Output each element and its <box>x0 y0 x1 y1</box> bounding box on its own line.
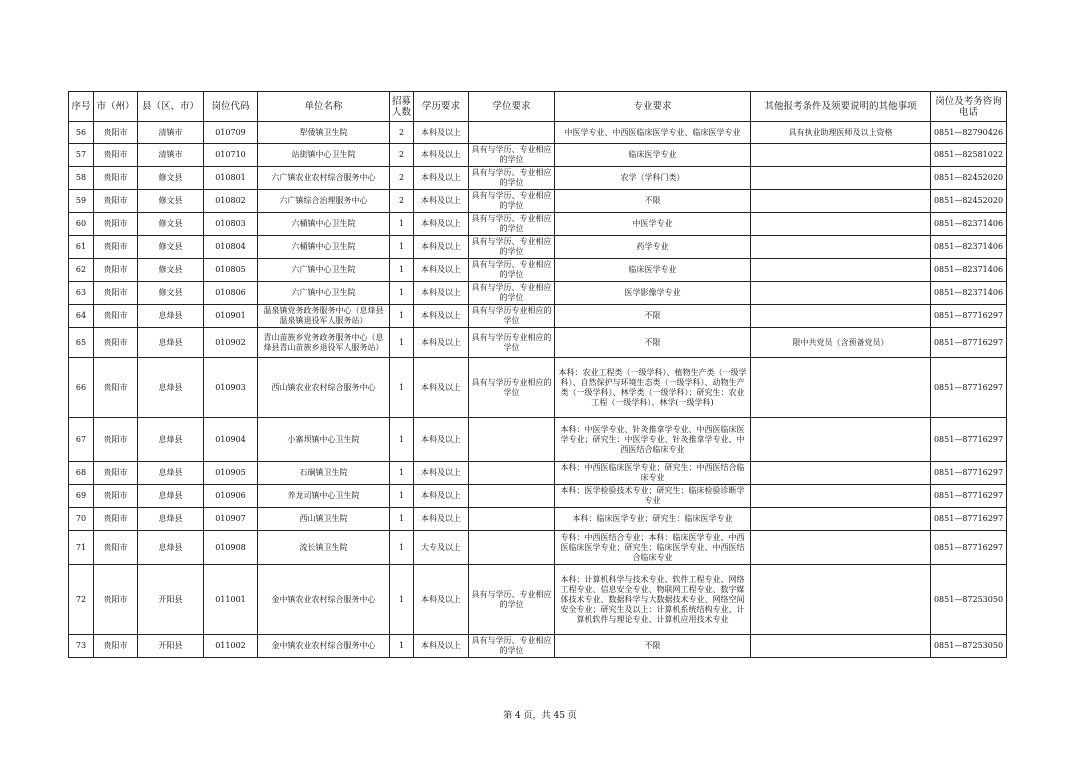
table-row <box>69 213 1007 236</box>
table-cell: 贵阳市 <box>94 213 138 236</box>
table-cell: 息烽县 <box>138 531 204 565</box>
table-cell: 64 <box>69 305 94 328</box>
table-cell: 农学（学科门类） <box>555 167 751 190</box>
table-cell: 六广镇综合治理服务中心 <box>258 190 390 213</box>
table-cell: 010806 <box>204 282 258 305</box>
table-cell: 本科及以上 <box>414 144 469 167</box>
table-cell: 1 <box>390 305 414 328</box>
table-cell: 010710 <box>204 144 258 167</box>
table-cell: 西山镇卫生院 <box>258 508 390 531</box>
table-cell: 010905 <box>204 462 258 485</box>
table-cell: 1 <box>390 531 414 565</box>
table-cell: 具有与学历、专业相应的学位 <box>469 282 555 305</box>
table-cell: 65 <box>69 328 94 358</box>
table-cell: 0851—87716297 <box>931 531 1007 565</box>
recruitment-table <box>68 91 1007 658</box>
table-cell: 1 <box>390 462 414 485</box>
table-row <box>69 259 1007 282</box>
table-cell <box>469 508 555 531</box>
table-cell: 1 <box>390 282 414 305</box>
table-cell: 63 <box>69 282 94 305</box>
table-cell: 1 <box>390 358 414 418</box>
table-cell: 0851—87716297 <box>931 328 1007 358</box>
table-header-row <box>69 92 1007 122</box>
table-cell: 67 <box>69 418 94 462</box>
table-cell: 息烽县 <box>138 418 204 462</box>
table-cell: 息烽县 <box>138 328 204 358</box>
table-cell: 息烽县 <box>138 485 204 508</box>
table-cell: 010901 <box>204 305 258 328</box>
table-cell: 药学专业 <box>555 236 751 259</box>
header-cell: 岗位及考务咨询电话 <box>931 92 1007 122</box>
table-cell: 本科：农业工程类（一级学科）、植物生产类（一级学科）、自然保护与环境生态类（一级学科）、动物生产类（一级学科）、林学类（一级学科）；研究生：农业工程（一级学科）、林学(一级学科) <box>555 358 751 418</box>
table-cell: 修文县 <box>138 190 204 213</box>
table-cell: 养龙司镇中心卫生院 <box>258 485 390 508</box>
table-cell: 本科及以上 <box>414 236 469 259</box>
table-cell: 本科及以上 <box>414 213 469 236</box>
table-row <box>69 305 1007 328</box>
table-cell: 本科及以上 <box>414 305 469 328</box>
table-row <box>69 144 1007 167</box>
table-cell: 68 <box>69 462 94 485</box>
table-cell: 贵阳市 <box>94 282 138 305</box>
table-cell: 1 <box>390 236 414 259</box>
table-cell: 温泉镇党务政务服务中心（息烽县温泉镇退役军人服务站） <box>258 305 390 328</box>
table-cell: 010804 <box>204 236 258 259</box>
table-cell <box>751 531 931 565</box>
table-cell: 本科：临床医学专业；研究生：临床医学专业 <box>555 508 751 531</box>
table-cell: 开阳县 <box>138 635 204 658</box>
table-cell <box>751 259 931 282</box>
table-cell: 60 <box>69 213 94 236</box>
table-cell <box>751 305 931 328</box>
table-cell: 贵阳市 <box>94 305 138 328</box>
table-cell <box>469 462 555 485</box>
table-cell: 息烽县 <box>138 462 204 485</box>
table-cell <box>469 485 555 508</box>
table-cell: 2 <box>390 144 414 167</box>
table-cell <box>751 144 931 167</box>
table-cell <box>751 190 931 213</box>
table-cell: 不限 <box>555 190 751 213</box>
table-cell: 0851—87716297 <box>931 485 1007 508</box>
table-cell: 临床医学专业 <box>555 259 751 282</box>
table-cell <box>751 358 931 418</box>
table-cell <box>751 462 931 485</box>
table-cell: 息烽县 <box>138 508 204 531</box>
table-cell: 六桶镇中心卫生院 <box>258 213 390 236</box>
table-cell: 不限 <box>555 305 751 328</box>
table-cell: 010803 <box>204 213 258 236</box>
table-row <box>69 565 1007 635</box>
table-cell <box>751 213 931 236</box>
table-cell: 1 <box>390 635 414 658</box>
header-cell: 学历要求 <box>414 92 469 122</box>
table-cell: 六广镇农业农村综合服务中心 <box>258 167 390 190</box>
table-cell: 本科及以上 <box>414 635 469 658</box>
table-cell: 61 <box>69 236 94 259</box>
table-row <box>69 485 1007 508</box>
table-cell: 0851—82371406 <box>931 259 1007 282</box>
header-cell: 其他报考条件及须要说明的其他事项 <box>751 92 931 122</box>
table-cell: 贵阳市 <box>94 358 138 418</box>
table-cell <box>469 122 555 144</box>
table-cell: 本科：中医学专业、针灸推拿学专业、中西医临床医学专业；研究生：中医学专业、针灸推拿学专业、中西医结合临床专业 <box>555 418 751 462</box>
table-row <box>69 418 1007 462</box>
table-cell: 本科及以上 <box>414 167 469 190</box>
table-cell: 具有与学历专业相应的学位 <box>469 305 555 328</box>
table-cell: 小寨坝镇中心卫生院 <box>258 418 390 462</box>
table-cell: 2 <box>390 167 414 190</box>
table-cell: 1 <box>390 213 414 236</box>
table-row <box>69 635 1007 658</box>
table-cell <box>751 236 931 259</box>
table-cell: 本科及以上 <box>414 462 469 485</box>
header-cell: 学位要求 <box>469 92 555 122</box>
table-row <box>69 462 1007 485</box>
table-cell: 010709 <box>204 122 258 144</box>
table-cell <box>751 508 931 531</box>
table-cell: 0851—82790426 <box>931 122 1007 144</box>
table-cell: 大专及以上 <box>414 531 469 565</box>
table-cell: 本科及以上 <box>414 190 469 213</box>
table-row <box>69 531 1007 565</box>
table-row <box>69 167 1007 190</box>
table-row <box>69 508 1007 531</box>
table-cell: 流长镇卫生院 <box>258 531 390 565</box>
table-cell: 息烽县 <box>138 305 204 328</box>
table-cell <box>469 531 555 565</box>
table-cell: 0851—87716297 <box>931 462 1007 485</box>
table-cell: 中医学专业、中西医临床医学专业、临床医学专业 <box>555 122 751 144</box>
table-cell: 不限 <box>555 635 751 658</box>
table-cell <box>751 282 931 305</box>
table-cell: 010906 <box>204 485 258 508</box>
table-cell: 具有与学历、专业相应的学位 <box>469 259 555 282</box>
table-cell: 具有与学历专业相应的学位 <box>469 358 555 418</box>
page-footer: 第 4 页，共 45 页 <box>503 711 577 721</box>
table-cell: 具有与学历、专业相应的学位 <box>469 213 555 236</box>
header-cell: 岗位代码 <box>204 92 258 122</box>
table-cell: 清镇市 <box>138 122 204 144</box>
table-cell: 1 <box>390 418 414 462</box>
header-cell: 县（区、市） <box>138 92 204 122</box>
table-cell: 71 <box>69 531 94 565</box>
table-cell: 西山镇农业农村综合服务中心 <box>258 358 390 418</box>
header-cell: 招募人数 <box>390 92 414 122</box>
table-cell: 清镇市 <box>138 144 204 167</box>
table-cell: 本科及以上 <box>414 122 469 144</box>
table-cell: 0851—82581022 <box>931 144 1007 167</box>
table-cell: 贵阳市 <box>94 635 138 658</box>
table-cell: 0851—87716297 <box>931 508 1007 531</box>
table-cell: 0851—82371406 <box>931 282 1007 305</box>
table-cell <box>751 167 931 190</box>
table-cell: 011001 <box>204 565 258 635</box>
table-cell: 具有与学历、专业相应的学位 <box>469 167 555 190</box>
header-cell: 序号 <box>69 92 94 122</box>
table-cell: 贵阳市 <box>94 418 138 462</box>
table-cell: 69 <box>69 485 94 508</box>
header-cell: 专业要求 <box>555 92 751 122</box>
table-cell <box>751 635 931 658</box>
table-cell: 具有与学历、专业相应的学位 <box>469 236 555 259</box>
table-cell: 2 <box>390 190 414 213</box>
table-cell: 贵阳市 <box>94 190 138 213</box>
table-cell: 1 <box>390 508 414 531</box>
table-cell: 本科及以上 <box>414 282 469 305</box>
table-cell: 专科：中西医结合专业；本科：临床医学专业、中西医临床医学专业；研究生：临床医学专业、中西医结合临床专业 <box>555 531 751 565</box>
table-cell: 医学影像学专业 <box>555 282 751 305</box>
table-cell: 0851—87716297 <box>931 358 1007 418</box>
table-cell: 本科及以上 <box>414 418 469 462</box>
table-cell: 修文县 <box>138 236 204 259</box>
table-cell: 010801 <box>204 167 258 190</box>
table-cell: 金中镇农业农村综合服务中心 <box>258 565 390 635</box>
table-cell: 本科及以上 <box>414 358 469 418</box>
table-cell: 010904 <box>204 418 258 462</box>
table-cell: 010802 <box>204 190 258 213</box>
table-cell: 010908 <box>204 531 258 565</box>
table-cell: 金中镇农业农村综合服务中心 <box>258 635 390 658</box>
table-cell: 本科及以上 <box>414 259 469 282</box>
table-cell: 56 <box>69 122 94 144</box>
table-cell: 犁倭镇卫生院 <box>258 122 390 144</box>
table-cell: 本科及以上 <box>414 508 469 531</box>
table-cell: 0851—87716297 <box>931 305 1007 328</box>
table-cell: 59 <box>69 190 94 213</box>
table-cell: 贵阳市 <box>94 328 138 358</box>
table-cell: 0851—87253050 <box>931 635 1007 658</box>
table-cell: 具有与学历、专业相应的学位 <box>469 635 555 658</box>
table-cell: 62 <box>69 259 94 282</box>
table-cell: 2 <box>390 122 414 144</box>
table-cell: 1 <box>390 485 414 508</box>
table-cell: 本科：中西医临床医学专业；研究生：中西医结合临床专业 <box>555 462 751 485</box>
table-cell: 0851—82452020 <box>931 167 1007 190</box>
table-row <box>69 190 1007 213</box>
table-cell: 010902 <box>204 328 258 358</box>
table-cell: 开阳县 <box>138 565 204 635</box>
table-cell: 本科及以上 <box>414 328 469 358</box>
table-cell <box>751 418 931 462</box>
table-cell <box>469 418 555 462</box>
table-cell: 本科及以上 <box>414 565 469 635</box>
table-cell: 具有与学历、专业相应的学位 <box>469 190 555 213</box>
table-cell: 贵阳市 <box>94 236 138 259</box>
table-cell: 限中共党员（含预备党员） <box>751 328 931 358</box>
table-cell: 具有执业助理医师及以上资格 <box>751 122 931 144</box>
table-cell: 贵阳市 <box>94 144 138 167</box>
table-cell: 修文县 <box>138 213 204 236</box>
table-cell: 010907 <box>204 508 258 531</box>
table-cell: 本科：医学检验技术专业；研究生：临床检验诊断学专业 <box>555 485 751 508</box>
table-row <box>69 282 1007 305</box>
table-cell <box>751 485 931 508</box>
table-cell: 六广镇中心卫生院 <box>258 259 390 282</box>
table-cell: 0851—82371406 <box>931 236 1007 259</box>
table-cell: 贵阳市 <box>94 167 138 190</box>
table-cell: 70 <box>69 508 94 531</box>
table-cell: 贵阳市 <box>94 531 138 565</box>
table-cell: 011002 <box>204 635 258 658</box>
table-cell: 修文县 <box>138 259 204 282</box>
table-cell: 修文县 <box>138 167 204 190</box>
table-row <box>69 236 1007 259</box>
header-cell: 单位名称 <box>258 92 390 122</box>
table-cell: 石硐镇卫生院 <box>258 462 390 485</box>
table-cell: 1 <box>390 259 414 282</box>
table-row <box>69 328 1007 358</box>
table-cell: 0851—82371406 <box>931 213 1007 236</box>
table-cell: 本科及以上 <box>414 485 469 508</box>
table-cell: 57 <box>69 144 94 167</box>
table-cell: 72 <box>69 565 94 635</box>
table-cell: 站街镇中心卫生院 <box>258 144 390 167</box>
table-cell: 贵阳市 <box>94 565 138 635</box>
table-cell: 贵阳市 <box>94 508 138 531</box>
table-cell: 六广镇中心卫生院 <box>258 282 390 305</box>
table-cell: 贵阳市 <box>94 259 138 282</box>
table-cell: 贵阳市 <box>94 462 138 485</box>
table-cell: 六桶镇中心卫生院 <box>258 236 390 259</box>
table-cell: 青山苗族乡党务政务服务中心（息烽县青山苗族乡退役军人服务站） <box>258 328 390 358</box>
table-cell: 66 <box>69 358 94 418</box>
table-cell: 73 <box>69 635 94 658</box>
table-cell: 0851—87716297 <box>931 418 1007 462</box>
table-cell: 0851—82452020 <box>931 190 1007 213</box>
table-cell: 本科：计算机科学与技术专业、软件工程专业、网络工程专业、信息安全专业、物联网工程专业、数字媒体技术专业、数据科学与大数据技术专业、网络空间安全专业；研究生及以上：计算机系统结构专业、计算机软件与理论专业、计算机应用技术专业 <box>555 565 751 635</box>
table-cell: 010805 <box>204 259 258 282</box>
table-row <box>69 122 1007 144</box>
table-cell: 具有与学历、专业相应的学位 <box>469 144 555 167</box>
table-cell: 58 <box>69 167 94 190</box>
table-row <box>69 358 1007 418</box>
table-cell <box>751 565 931 635</box>
table-cell: 贵阳市 <box>94 122 138 144</box>
table-cell: 1 <box>390 565 414 635</box>
table-cell: 具有与学历、专业相应的学位 <box>469 565 555 635</box>
table-cell: 0851—87253050 <box>931 565 1007 635</box>
table-cell: 具有与学历专业相应的学位 <box>469 328 555 358</box>
table-cell: 修文县 <box>138 282 204 305</box>
table-cell: 1 <box>390 328 414 358</box>
table-cell: 不限 <box>555 328 751 358</box>
table-cell: 010903 <box>204 358 258 418</box>
table-cell: 临床医学专业 <box>555 144 751 167</box>
header-cell: 市（州） <box>94 92 138 122</box>
table-cell: 息烽县 <box>138 358 204 418</box>
table-cell: 中医学专业 <box>555 213 751 236</box>
table-cell: 贵阳市 <box>94 485 138 508</box>
